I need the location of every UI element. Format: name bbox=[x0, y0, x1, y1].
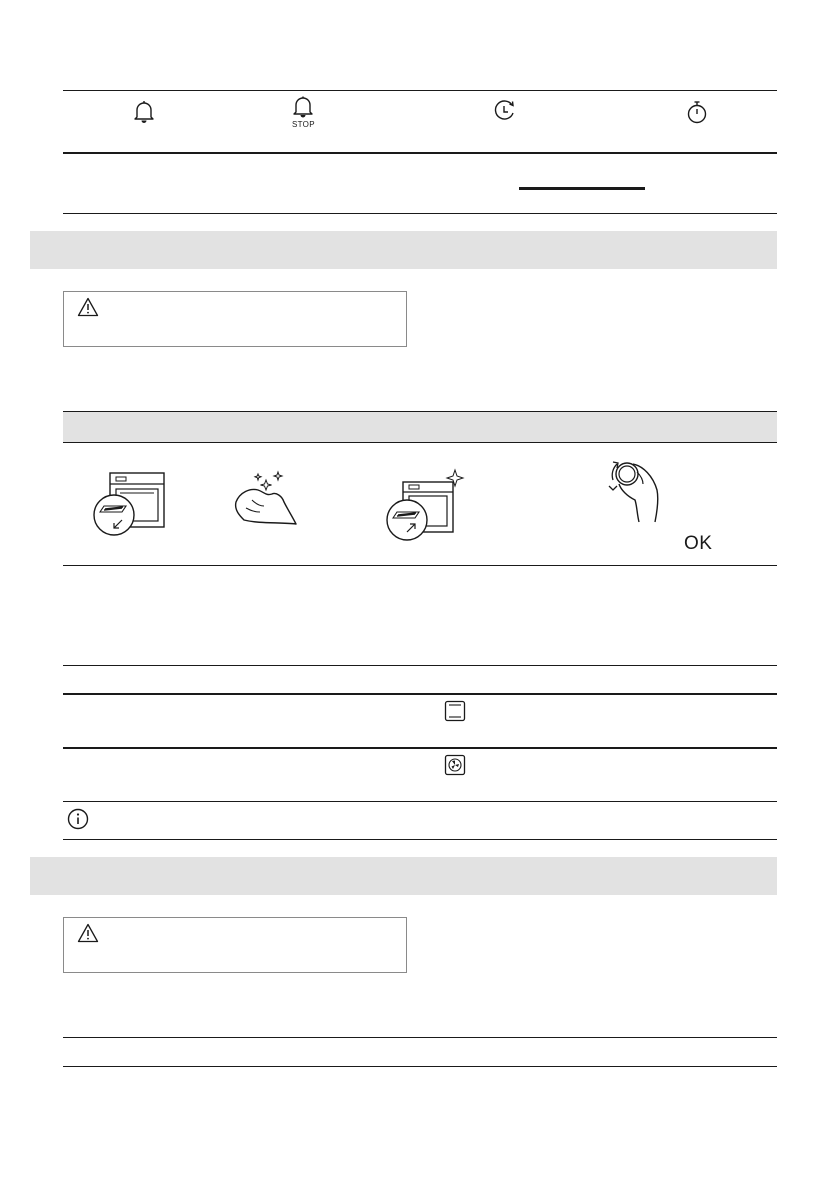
fan-heating-icon bbox=[444, 754, 466, 776]
section1-warning-box bbox=[63, 291, 407, 347]
section2-table-rule-top bbox=[63, 1037, 777, 1038]
display-underline bbox=[519, 187, 645, 190]
top-table-rule-bottom bbox=[63, 213, 777, 214]
section1-table-rule-top bbox=[63, 411, 777, 412]
warning-triangle-icon bbox=[77, 297, 99, 317]
section1-table-rule-row1-top bbox=[63, 693, 777, 695]
section2-header-band bbox=[30, 857, 777, 895]
section2-warning-box bbox=[63, 917, 407, 973]
top-table-rule-mid bbox=[63, 152, 777, 154]
stopwatch-icon bbox=[685, 99, 709, 125]
section1-table-rule-info-top bbox=[63, 801, 777, 802]
top-table-rule-top bbox=[63, 90, 777, 91]
section2-table-rule-bottom bbox=[63, 1066, 777, 1067]
ok-confirm-label: OK bbox=[684, 533, 713, 554]
clock-arrow-icon bbox=[492, 99, 518, 123]
clean-cloth-hand-icon bbox=[230, 470, 302, 528]
section1-table-rule-empty bbox=[63, 665, 777, 666]
info-icon bbox=[67, 808, 89, 830]
heating-function-square-icon bbox=[444, 700, 466, 722]
section1-table-rule-steps bbox=[63, 565, 777, 566]
bell-stop-icon bbox=[292, 96, 314, 118]
section1-table-rule-bottom bbox=[63, 839, 777, 840]
section1-header-band bbox=[30, 231, 777, 269]
hand-knob-turn-icon bbox=[603, 450, 667, 524]
insert-tray-oven-icon bbox=[385, 468, 465, 542]
remove-tray-oven-icon bbox=[92, 468, 168, 540]
section1-table-header bbox=[63, 411, 777, 442]
section1-table-rule-header bbox=[63, 442, 777, 443]
warning-triangle-icon bbox=[77, 923, 99, 943]
bell-icon bbox=[133, 99, 155, 125]
stop-label: STOP bbox=[292, 120, 315, 129]
section1-table-rule-row2-top bbox=[63, 747, 777, 749]
